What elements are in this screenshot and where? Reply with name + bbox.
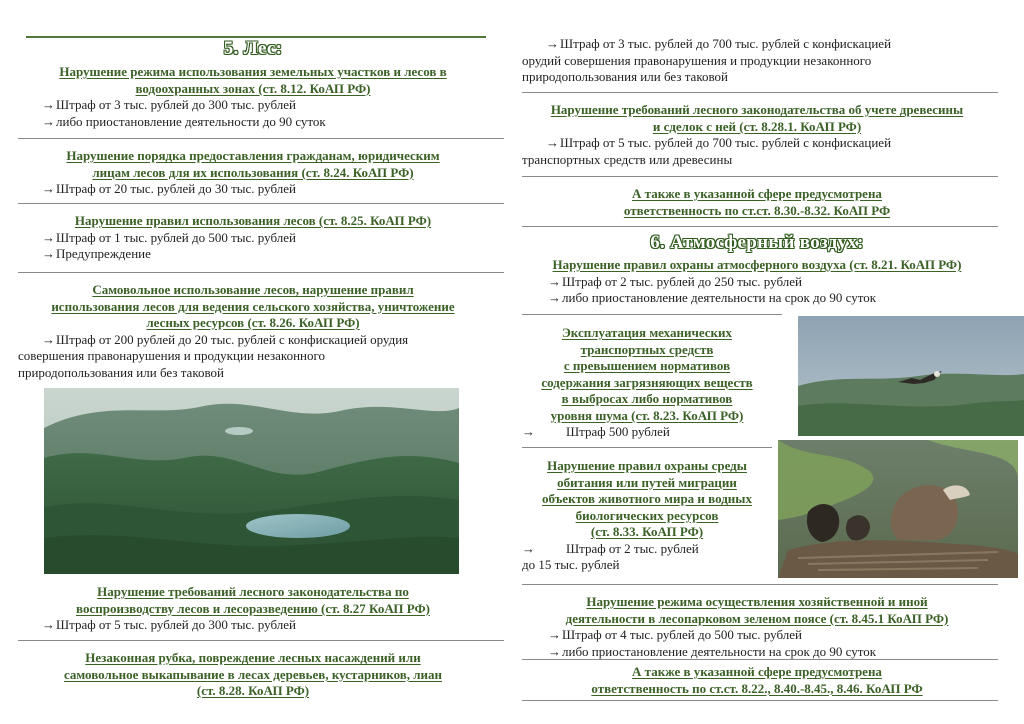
violation-block-8-28 <box>18 650 488 700</box>
penalty-text: природопользования или без таковой <box>522 69 728 84</box>
penalty-text: транспортных средств или древесины <box>522 151 733 167</box>
penalty-text: →Штраф от 200 рублей до 20 тыс. рублей с конфискацией орудия <box>42 331 409 347</box>
violation-title: транспортных средств <box>580 341 714 357</box>
violation-block-8-25 <box>18 213 488 263</box>
violation-title: лицам лесов для их использования (ст. 8.24. КоАП РФ) <box>92 164 414 180</box>
violation-title: уровня шума (ст. 8.23. КоАП РФ) <box>550 407 744 423</box>
section-heading-air: 6. Атмосферный воздух: <box>650 232 864 253</box>
also-responsibility-8-22 <box>522 664 992 697</box>
divider <box>522 176 998 177</box>
divider <box>522 314 782 315</box>
penalty-item: →Штраф от 4 тыс. рублей до 500 тыс. рублей <box>548 627 802 642</box>
violation-title: Незаконная рубка, повреждение лесных насаждений или <box>85 650 421 665</box>
arrow-right-icon: → <box>548 290 561 305</box>
violation-title: с превышением нормативов <box>563 358 731 373</box>
penalty-item: →Предупреждение <box>42 246 151 261</box>
note-title: ответственность по ст.ст. 8.22., 8.40.-8.45., 8.46. КоАП РФ <box>591 680 923 696</box>
note-title: ответственность по ст.ст. 8.30.-8.32. КоАП РФ <box>623 202 891 218</box>
divider <box>522 447 772 448</box>
violation-title: Нарушение требований лесного законодательства по <box>97 584 409 599</box>
violation-title: (ст. 8.33. КоАП РФ) <box>590 524 704 539</box>
violation-title: лесных ресурсов (ст. 8.26. КоАП РФ) <box>146 315 360 330</box>
penalty-item: →либо приостановление деятельности на срок до 90 суток <box>548 643 877 659</box>
divider <box>522 226 998 227</box>
violation-block-8-21 <box>522 257 992 307</box>
violation-title: деятельности в лесопарковом зеленом поясе (ст. 8.45.1 КоАП РФ) <box>565 610 949 626</box>
arrow-right-icon: → <box>42 113 55 129</box>
divider <box>18 203 504 204</box>
violation-title: Нарушение режима осуществления хозяйственной и иной <box>586 594 928 609</box>
penalty-item: →Штраф от 1 тыс. рублей до 500 тыс. рублей <box>42 229 296 245</box>
penalty-continuation-8-28 <box>522 36 990 86</box>
violation-block-8-45-1 <box>522 594 992 660</box>
forest-lake-photo <box>44 388 459 574</box>
violation-title: Нарушение правил охраны атмосферного воздуха (ст. 8.21. КоАП РФ) <box>552 257 962 272</box>
violation-title: объектов животного мира и водных <box>542 491 752 506</box>
penalty-item: →либо приостановление деятельности до 90 суток <box>42 113 326 129</box>
arrow-right-icon: → <box>522 424 535 439</box>
eagle-flight-photo <box>798 316 1024 436</box>
violation-block-8-28-1 <box>522 102 992 168</box>
violation-title: Нарушение порядка предоставления гражданам, юридическим <box>66 148 440 163</box>
penalty-text: →Штраф от 3 тыс. рублей до 700 тыс. рублей с конфискацией <box>546 36 892 51</box>
violation-title: (ст. 8.28. КоАП РФ) <box>196 683 310 698</box>
violation-title: биологических ресурсов <box>575 507 719 523</box>
note-title: А также в указанной сфере предусмотрена <box>632 186 882 201</box>
note-title: А также в указанной сфере предусмотрена <box>632 664 882 679</box>
violation-title: использования лесов для ведения сельского хозяйства, уничтожение <box>51 298 455 314</box>
violation-title: и сделок с ней (ст. 8.28.1. КоАП РФ) <box>652 118 862 134</box>
penalty-text: →Штраф от 5 тыс. рублей до 700 тыс. рублей с конфискацией <box>546 135 892 150</box>
violation-title: Эксплуатация механических <box>561 325 733 340</box>
violation-block-8-33 <box>522 458 772 574</box>
arrow-right-icon: → <box>546 135 559 150</box>
divider <box>18 272 504 273</box>
penalty-item: →Штраф от 3 тыс. рублей до 300 тыс. рублей <box>42 97 296 112</box>
violation-title: воспроизводству лесов и лесоразведению (ст. 8.27 КоАП РФ) <box>76 600 430 616</box>
penalty-item: →Штраф от 5 тыс. рублей до 300 тыс. рублей <box>42 617 296 632</box>
violation-block-8-24 <box>18 148 488 198</box>
violation-title: обитания или путей миграции <box>557 474 737 490</box>
divider <box>522 659 998 660</box>
penalty-item: → Штраф от 2 тыс. рублей <box>522 540 699 556</box>
divider <box>18 138 504 139</box>
violation-title: Нарушение режима использования земельных участков и лесов в <box>59 64 447 79</box>
violation-title: самовольное выкапывание в лесах деревьев, кустарников, лиан <box>63 666 443 682</box>
penalty-item: →Штраф от 2 тыс. рублей до 250 тыс. рублей <box>548 273 802 289</box>
violation-block-8-23 <box>522 325 772 441</box>
penalty-text: орудий совершения правонарушения и продукции незаконного <box>522 52 872 68</box>
arrow-right-icon: → <box>548 643 561 659</box>
section-heading-forest: 5. Лес: <box>223 38 283 59</box>
violation-title: в выбросах либо нормативов <box>561 391 733 406</box>
violation-title: Самовольное использование лесов, нарушение правил <box>92 282 414 297</box>
divider <box>18 640 504 641</box>
arrow-right-icon: → <box>546 36 559 51</box>
divider <box>522 700 998 701</box>
penalty-item: →Штраф от 20 тыс. рублей до 30 тыс. рублей <box>42 181 296 196</box>
violation-block-8-27 <box>18 584 488 634</box>
arrow-right-icon: → <box>42 181 55 196</box>
penalty-text: совершения правонарушения и продукции незаконного <box>18 348 325 363</box>
penalty-text: природопользования или без таковой <box>18 364 224 380</box>
arrow-right-icon: → <box>42 246 55 261</box>
violation-block-8-26 <box>18 282 488 381</box>
violation-title: содержания загрязняющих веществ <box>541 374 753 390</box>
violation-block-8-12 <box>18 64 488 130</box>
arrow-right-icon: → <box>42 97 55 112</box>
penalty-item: → Штраф 500 рублей <box>522 424 670 439</box>
violation-title: Нарушение правил охраны среды <box>547 458 747 473</box>
violation-title: водоохранных зонах (ст. 8.12. КоАП РФ) <box>135 80 371 96</box>
divider <box>522 584 998 585</box>
divider <box>522 92 998 93</box>
violation-title: Нарушение требований лесного законодательства об учете древесины <box>550 102 964 117</box>
arrow-right-icon: → <box>548 273 561 289</box>
arrow-right-icon: → <box>42 617 55 632</box>
eagle-nest-photo <box>778 440 1018 578</box>
arrow-right-icon: → <box>548 627 561 642</box>
also-responsibility-8-30 <box>522 186 992 219</box>
arrow-right-icon: → <box>42 331 55 347</box>
penalty-item: →либо приостановление деятельности на срок до 90 суток <box>548 290 877 305</box>
violation-title: Нарушение правил использования лесов (ст. 8.25. КоАП РФ) <box>74 213 432 228</box>
arrow-right-icon: → <box>522 540 535 556</box>
arrow-right-icon: → <box>42 229 55 245</box>
penalty-item: до 15 тыс. рублей <box>522 557 620 572</box>
